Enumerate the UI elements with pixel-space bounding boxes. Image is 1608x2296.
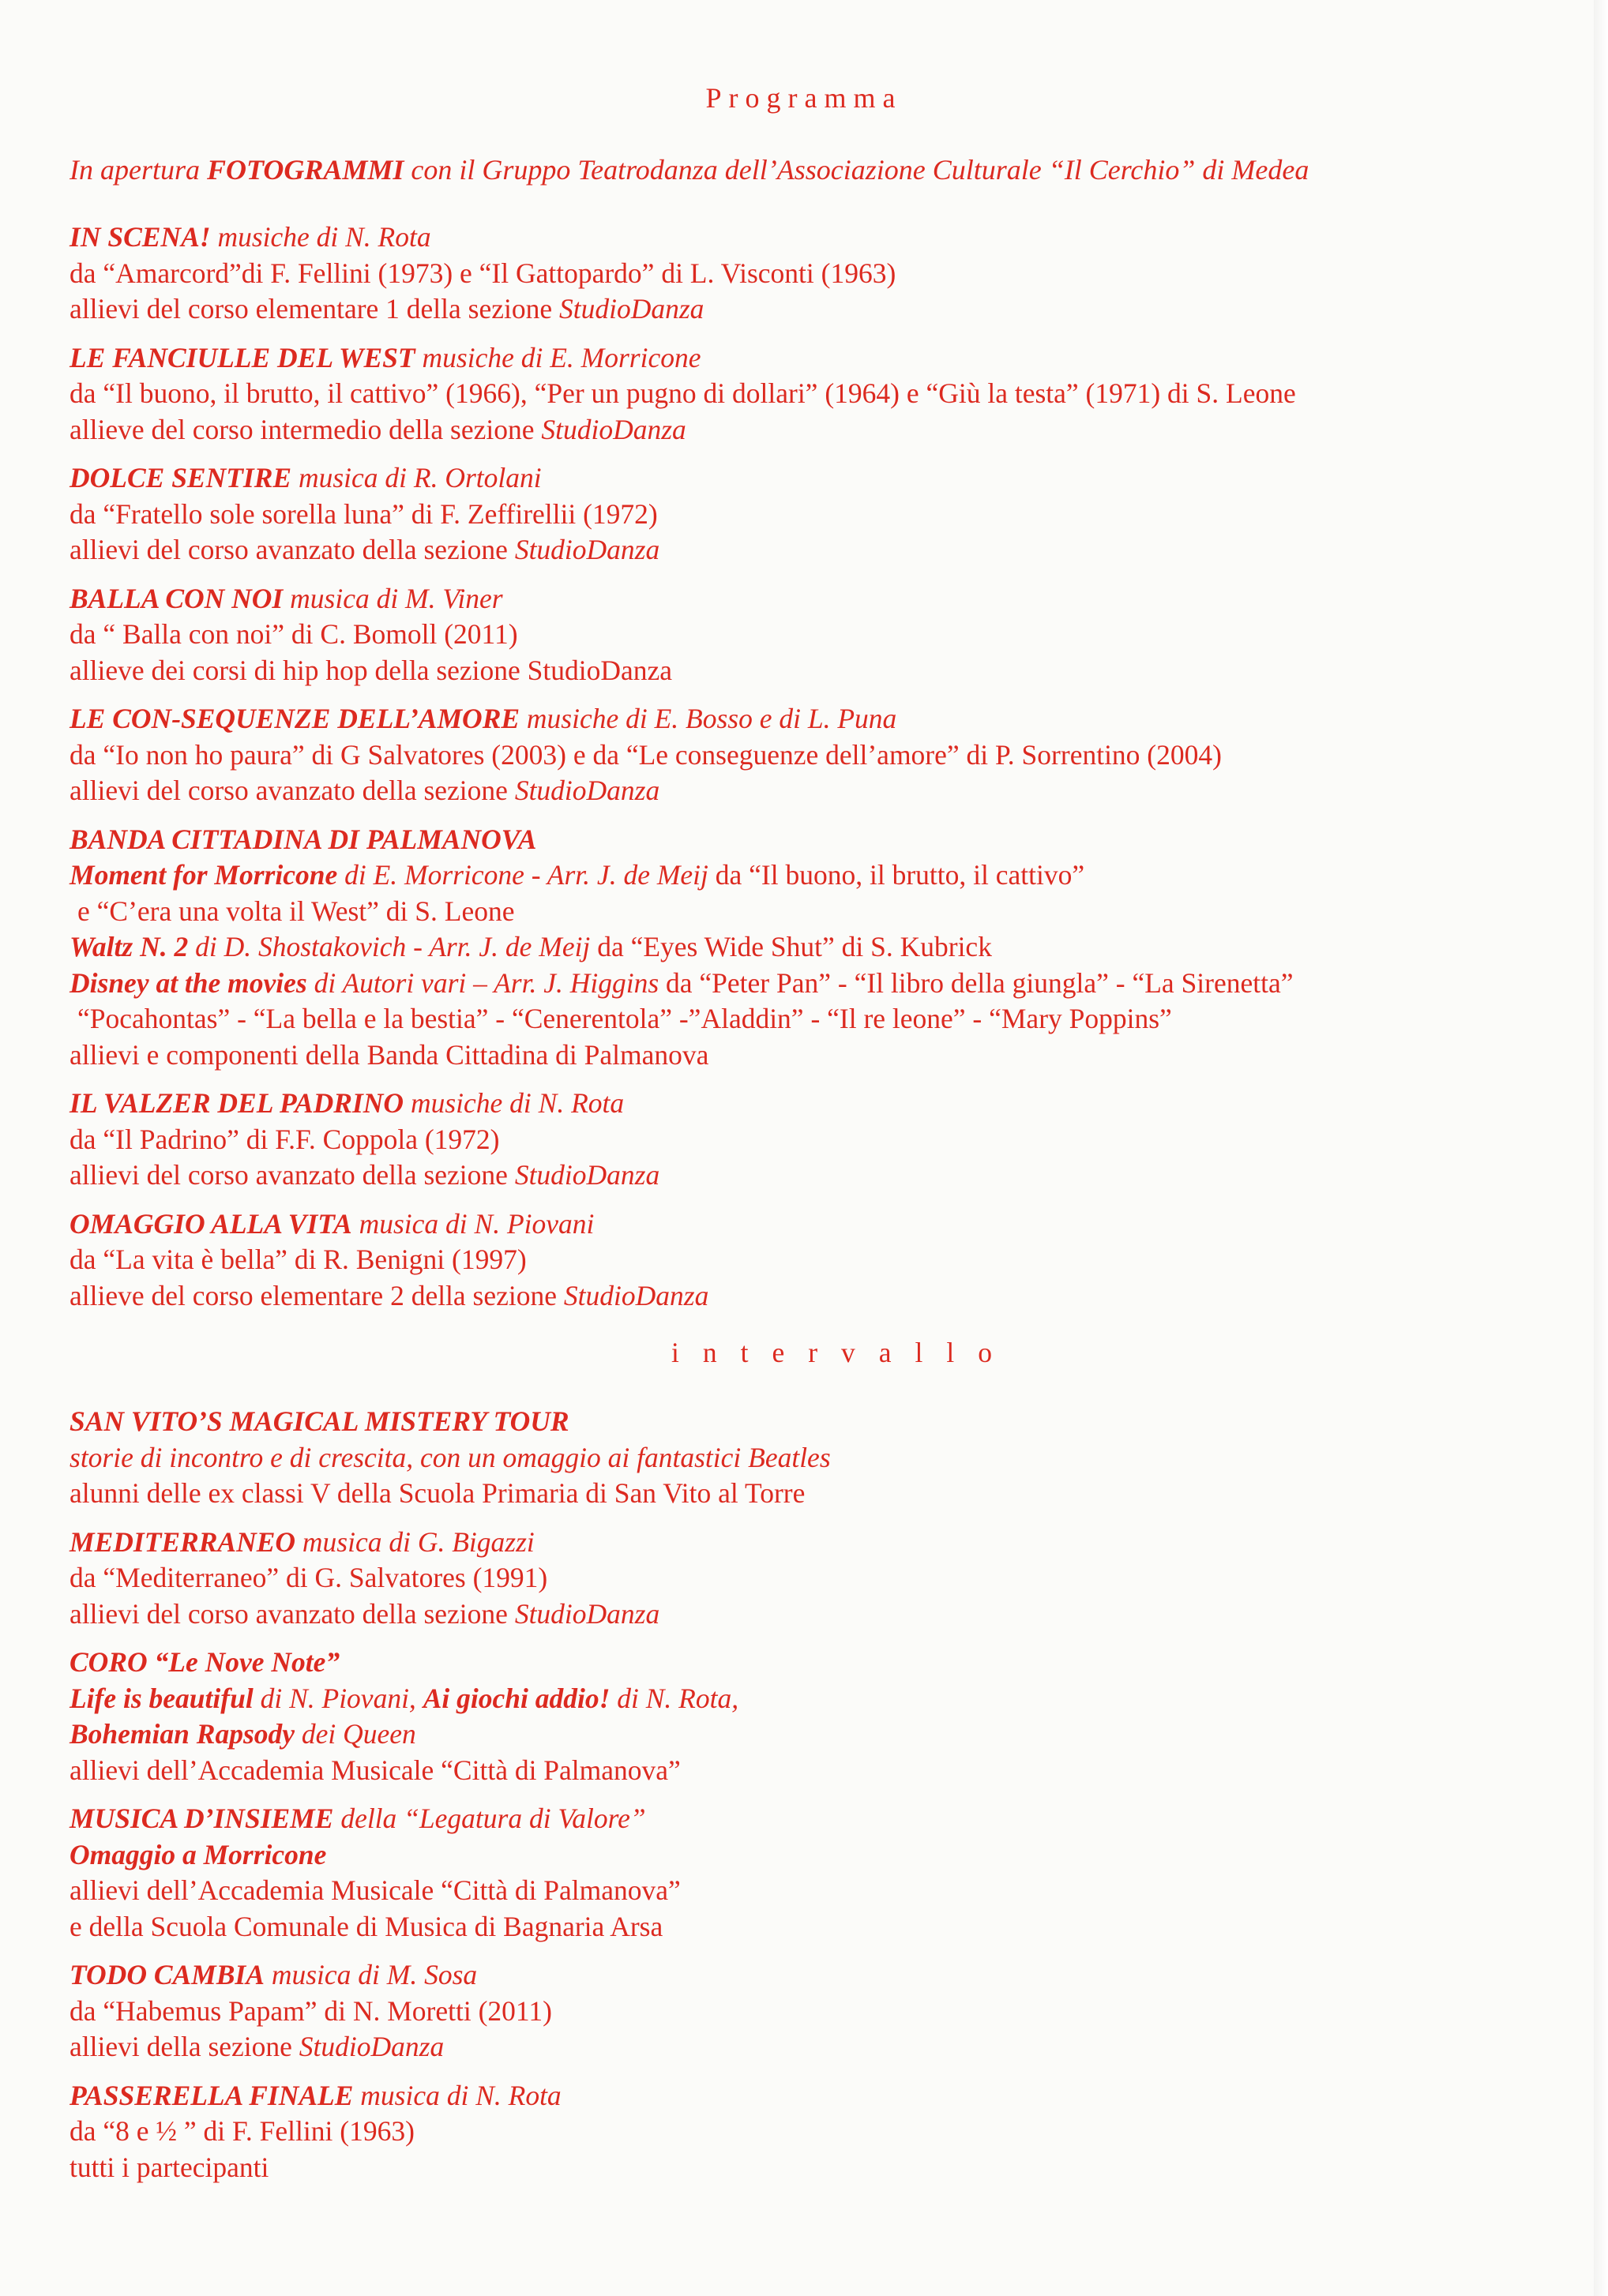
item-section: StudioDanza (559, 293, 704, 325)
band-piece-title: Moment for Morricone (70, 859, 338, 891)
item-credit: musica di M. Viner (283, 582, 503, 614)
item-credit: musica di M. Sosa (264, 1959, 478, 1990)
item-performers: allievi del corso elementare 1 della sezione (70, 293, 559, 325)
band-piece-source: da “Eyes Wide Shut” di S. Kubrick (590, 931, 992, 962)
item-section: StudioDanza (514, 775, 660, 806)
item-performers: allievi del corso avanzato della sezione (70, 775, 515, 806)
band-title: BANDA CITTADINA DI PALMANOVA (70, 823, 537, 855)
band-piece-credit: di D. Shostakovich - Arr. J. de Meij (188, 931, 591, 962)
item-section: StudioDanza (563, 1279, 709, 1311)
item-section: StudioDanza (299, 2031, 445, 2062)
program-item (70, 581, 1570, 689)
item-title: IN SCENA! (70, 221, 211, 253)
band-piece-source-cont: “Pocahontas” - “La bella e la bestia” - “Cenerentola” -”Aladdin” - “Il re leone” - “Mary Poppins” (77, 1003, 1172, 1034)
coro-piece: Bohemian Rapsody (70, 1718, 295, 1750)
item-source: da “Fratello sole sorella luna” di F. Zeffirellii (1972) (70, 497, 658, 530)
coro-piece: Ai giochi addio! (423, 1682, 611, 1714)
opening-line (70, 150, 1309, 189)
item-source: da “ Balla con noi” di C. Bomoll (2011) (70, 618, 518, 650)
item-performers-cont: e della Scuola Comunale di Musica di Bagnaria Arsa (70, 1910, 663, 1942)
opening-name: FOTOGRAMMI (207, 154, 404, 186)
intermission-heading: intervallo (671, 1337, 1016, 1368)
item-source: da “Il Padrino” di F.F. Coppola (1972) (70, 1123, 500, 1155)
item-title: DOLCE SENTIRE (70, 462, 292, 493)
band-performers: allievi e componenti della Banda Cittadina di Palmanova (70, 1038, 709, 1071)
item-performers: allievi del corso avanzato della sezione (70, 534, 515, 565)
item-title: LE CON-SEQUENZE DELL’AMORE (70, 703, 520, 734)
item-performers: allieve del corso elementare 2 della sezione (70, 1279, 564, 1311)
coro-piece-credit: di N. Piovani, (253, 1682, 423, 1714)
program-item (70, 1525, 1570, 1633)
coro-piece: Life is beautiful (70, 1682, 254, 1714)
item-credit: musica di G. Bigazzi (295, 1525, 535, 1558)
item-credit: musiche di N. Rota (210, 221, 431, 253)
item-source: da “8 e ½ ” di F. Fellini (1963) (70, 2115, 415, 2147)
item-title: PASSERELLA FINALE (70, 2079, 354, 2111)
item-section: StudioDanza (514, 534, 660, 565)
program-item (70, 1645, 1570, 1788)
item-source: da “Mediterraneo” di G. Salvatores (1991) (70, 1562, 548, 1593)
item-section: StudioDanza (514, 1159, 660, 1191)
program-item (70, 340, 1570, 448)
item-credit: musica di R. Ortolani (291, 462, 542, 493)
item-performers: allieve del corso intermedio della sezione (70, 413, 542, 445)
item-performers: alunni delle ex classi V della Scuola Primaria di San Vito al Torre (70, 1477, 806, 1509)
band-piece-source: da “Peter Pan” - “Il libro della giungla” - “La Sirenetta” (659, 966, 1294, 999)
item-credit: della “Legatura di Valore” (333, 1803, 646, 1834)
item-title: OMAGGIO ALLA VITA (70, 1207, 352, 1240)
item-title: TODO CAMBIA (70, 1959, 265, 1990)
item-section: StudioDanza (514, 1597, 660, 1630)
item-title: LE FANCIULLE DEL WEST (70, 341, 415, 373)
program-list (70, 219, 1570, 2198)
band-piece-credit: di E. Morricone - Arr. J. de Meij (337, 859, 708, 891)
item-performers: allievi della sezione (70, 2031, 299, 2062)
band-item (70, 822, 1570, 1074)
page-edge (1594, 0, 1608, 2296)
item-title: SAN VITO’S MAGICAL MISTERY TOUR (70, 1405, 569, 1437)
program-item (70, 460, 1570, 568)
program-item (70, 1086, 1570, 1194)
item-title: BALLA CON NOI (70, 582, 284, 614)
item-performers: tutti i partecipanti (70, 2151, 269, 2183)
band-piece-source-cont: e “C’era una volta il West” di S. Leone (77, 895, 515, 927)
page-title: Programma (705, 82, 903, 114)
item-performers: allievi del corso avanzato della sezione (70, 1597, 515, 1630)
item-title: MUSICA D’INSIEME (70, 1803, 334, 1834)
coro-piece-credit: dei Queen (295, 1718, 416, 1750)
item-subtitle: storie di incontro e di crescita, con un omaggio ai fantastici Beatles (70, 1441, 831, 1473)
program-item (70, 1206, 1570, 1315)
band-piece-source: da “Il buono, il brutto, il cattivo” (708, 859, 1085, 891)
insieme-piece: Omaggio a Morricone (70, 1838, 327, 1870)
item-source: da “Il buono, il brutto, il cattivo” (1966), “Per un pugno di dollari” (1964) e “Giù la testa” (1971) di S. Leone (70, 377, 1296, 409)
item-source: da “Io non ho paura” di G Salvatores (2003) e da “Le conseguenze dell’amore” di P. Sorrentino (2004) (70, 738, 1222, 771)
program-item (70, 1801, 1570, 1945)
item-source: da “Amarcord”di F. Fellini (1973) e “Il Gattopardo” di L. Visconti (1963) (70, 257, 896, 289)
program-item (70, 2078, 1570, 2186)
item-credit: musica di N. Piovani (351, 1207, 595, 1240)
program-item (70, 1404, 1570, 1512)
item-performers: allievi del corso avanzato della sezione (70, 1159, 515, 1191)
item-title: CORO “Le Nove Note” (70, 1646, 340, 1678)
band-piece-title: Disney at the movies (70, 966, 307, 999)
item-credit: musiche di E. Bosso e di L. Puna (520, 703, 897, 734)
item-section: StudioDanza (541, 413, 686, 445)
opening-lead: In apertura (70, 154, 207, 186)
band-piece-credit: di Autori vari – Arr. J. Higgins (306, 966, 659, 999)
program-item (70, 701, 1570, 809)
item-performers: allievi dell’Accademia Musicale “Città di Palmanova” (70, 1874, 681, 1906)
item-credit: musiche di N. Rota (404, 1087, 625, 1119)
band-piece-title: Waltz N. 2 (70, 931, 189, 962)
item-credit: musiche di E. Morricone (415, 341, 701, 373)
item-title: IL VALZER DEL PADRINO (70, 1087, 404, 1119)
item-title: MEDITERRANEO (70, 1525, 296, 1558)
item-credit: musica di N. Rota (353, 2079, 562, 2111)
program-item (70, 219, 1570, 328)
coro-piece-credit: di N. Rota, (610, 1682, 739, 1714)
item-performers: allieve dei corsi di hip hop della sezione StudioDanza (70, 654, 673, 686)
item-performers: allievi dell’Accademia Musicale “Città di Palmanova” (70, 1754, 681, 1786)
program-item (70, 1957, 1570, 2065)
item-source: da “La vita è bella” di R. Benigni (1997) (70, 1244, 527, 1275)
item-source: da “Habemus Papam” di N. Moretti (2011) (70, 1994, 552, 2027)
opening-rest: con il Gruppo Teatrodanza dell’Associazione Culturale “Il Cerchio” di Medea (404, 154, 1309, 186)
